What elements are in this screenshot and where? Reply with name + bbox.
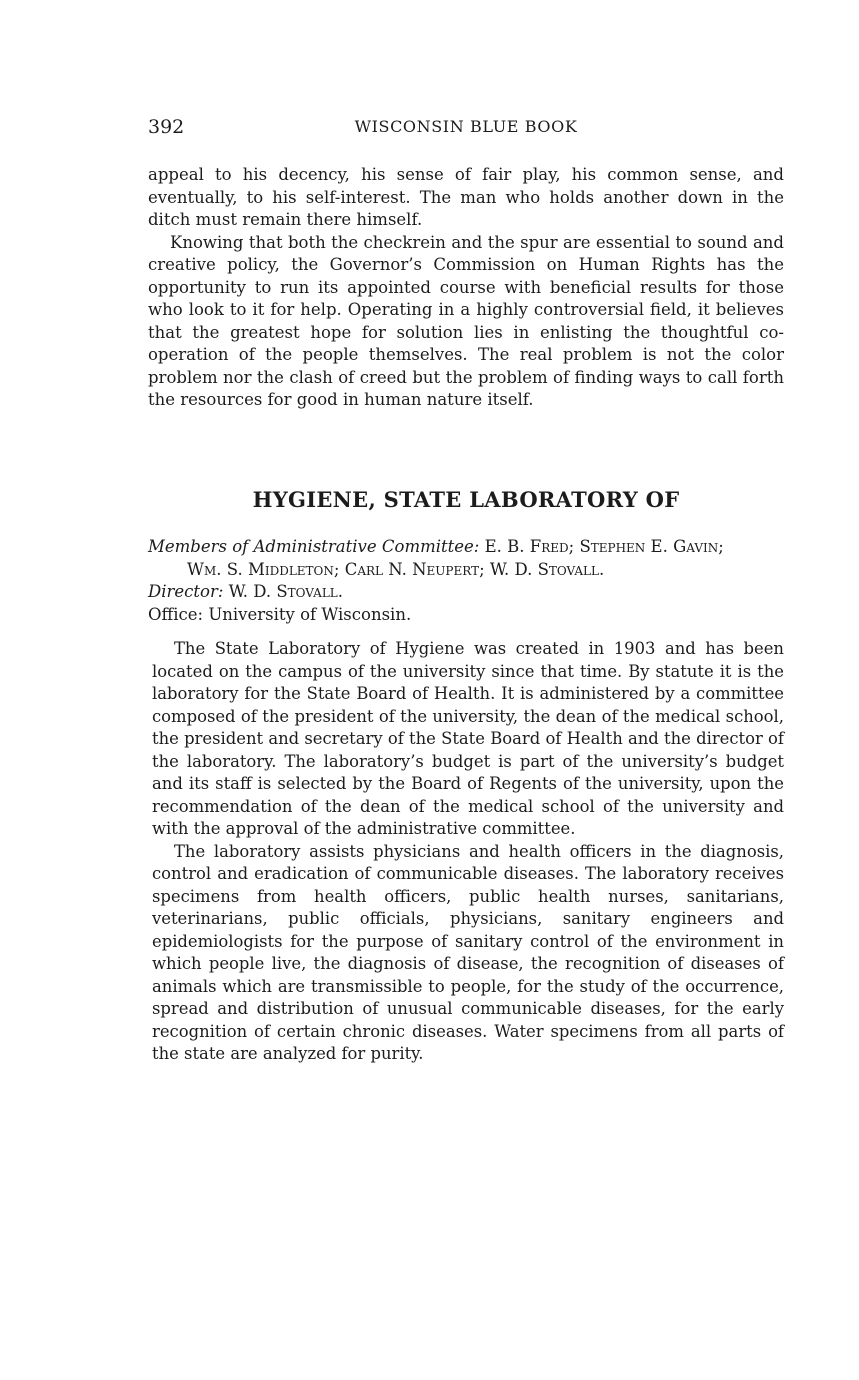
section-body <box>152 638 784 1066</box>
continuation-paragraph-2: Knowing that both the checkrein and the spur are essential to sound and creative policy, the Governor’s Commission on Human Rights has the opportunity to run its appointed course with beneficial results for those who look to it for help. Operating in a highly controversial field, it believes that the greatest hope for solution lies in enlisting the thoughtful co-operation of the people themselves. The real problem is not the color problem nor the clash of creed but the problem of finding ways to call forth the resources for good in human nature itself. <box>148 232 784 409</box>
section-paragraph-1: The State Laboratory of Hygiene was created in 1903 and has been located on the campus of the university since that time. By statute it is the laboratory for the State Board of Health. It is administered by a committee composed of the president of the university, the dean of the medical school, the president and secretary of the State Board of Health and the director of the laboratory. The laboratory’s budget is part of the university’s budget and its staff is selected by the Board of Regents of the university, upon the recommendation of the dean of the medical school of the university and with the approval of the administrative committee. <box>152 639 784 838</box>
members-label: Members of Administrative Committee: <box>148 537 480 556</box>
director-label: Director: <box>148 582 224 601</box>
members-names-1: E. B. Fred; Stephen E. Gavin; <box>484 537 724 556</box>
office-line <box>148 604 788 627</box>
running-title: WISCONSIN BLUE BOOK <box>354 117 578 136</box>
section-paragraph-2: The laboratory assists physicians and health officers in the diagnosis, control and eradication of communicable diseases. The laboratory receives specimens from health officers, public health nurses, sanitarians, veterinarians, public officials, physicians, sanitary engineers and epidemiologists for the purpose of sanitary control of the environment in which people live, the diagnosis of disease, the recognition of diseases of animals which are transmissible to people, for the study of the occurrence, spread and distribution of unusual communicable diseases, for the early recognition of certain chronic diseases. Water specimens from all parts of the state are analyzed for purity. <box>152 841 784 1063</box>
director-name: W. D. Stovall. <box>228 582 344 601</box>
committee-info <box>148 536 788 626</box>
members-names-2: Wm. S. Middleton; Carl N. Neupert; W. D. Stovall. <box>187 559 605 579</box>
continuation-paragraph-1: appeal to his decency, his sense of fair play, his common sense, and eventually, to his self-interest. The man who holds another down in the ditch must remain there himself. <box>148 165 784 229</box>
members-line-1 <box>148 536 788 559</box>
office-label: Office: <box>148 604 204 624</box>
director-line <box>148 581 788 604</box>
office-value: University of Wisconsin. <box>208 604 412 624</box>
page-header <box>148 116 784 140</box>
continuation-text <box>148 164 784 412</box>
section-title: HYGIENE, STATE LABORATORY OF <box>252 487 680 512</box>
members-line-2 <box>148 559 788 582</box>
page-number: 392 <box>148 116 185 138</box>
